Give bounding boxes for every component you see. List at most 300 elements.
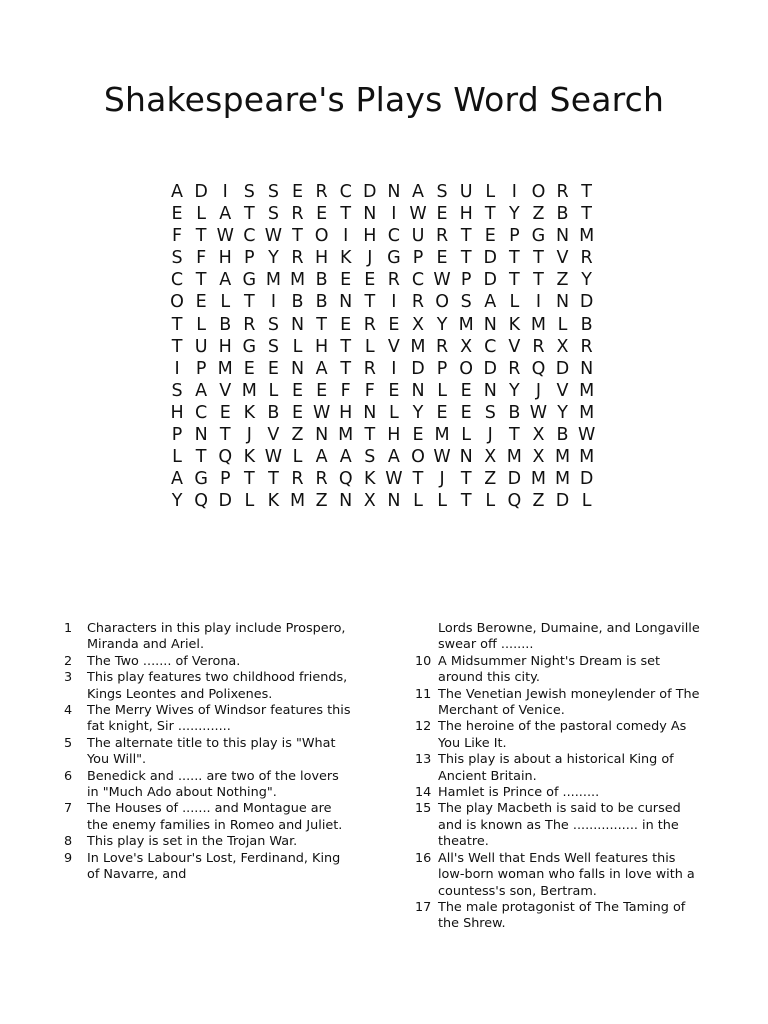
grid-letter: D [579, 469, 594, 490]
grid-letter: Z [484, 469, 497, 490]
grid-letter: P [195, 358, 207, 379]
grid-letter: E [460, 402, 472, 423]
grid-letter: W [264, 226, 283, 247]
grid-letter: L [557, 314, 568, 335]
grid-letter: T [533, 248, 544, 269]
grid-letter: Z [315, 491, 328, 512]
grid-letter: R [363, 314, 376, 335]
grid-letter: K [508, 314, 521, 335]
grid-letter: E [436, 204, 448, 225]
grid-letter: V [556, 380, 569, 401]
clue-item [415, 801, 705, 850]
grid-letter: A [484, 292, 497, 313]
grid-letter: S [267, 336, 279, 357]
grid-letter: T [171, 336, 183, 357]
grid-letter: T [340, 336, 352, 357]
grid-letter: R [363, 358, 376, 379]
grid-letter: A [195, 380, 208, 401]
grid-letter: F [340, 380, 351, 401]
grid-letter: O [435, 292, 449, 313]
clue-text: Characters in this play include Prospero, Miranda and Ariel. [87, 621, 346, 653]
clue-number: 5 [64, 735, 73, 751]
grid-letter: K [267, 491, 280, 512]
clue-text: This play is set in the Trojan War. [87, 834, 298, 850]
grid-letter: K [243, 402, 256, 423]
grid-letter: R [508, 358, 521, 379]
grid-letter: R [315, 182, 328, 202]
grid-letter: H [218, 248, 232, 269]
grid-letter: O [314, 226, 329, 247]
clue-text: The Two ....... of Verona. [87, 653, 241, 669]
grid-letter: T [364, 292, 376, 313]
grid-letter: P [244, 248, 255, 269]
grid-letter: U [459, 182, 473, 202]
grid-letter: I [511, 182, 517, 202]
grid-letter: B [556, 204, 569, 225]
clue-item [415, 785, 705, 801]
grid-letter: N [459, 447, 473, 468]
grid-letter: Z [532, 204, 545, 225]
grid-letter: A [339, 447, 352, 468]
grid-letter: A [219, 204, 232, 225]
grid-letter: F [364, 380, 375, 401]
grid-letter: C [339, 182, 352, 202]
grid-letter: S [364, 447, 376, 468]
grid-letter: Y [412, 402, 424, 423]
grid-letter: P [509, 226, 520, 247]
grid-letter: V [508, 336, 521, 357]
grid-letter: E [316, 204, 328, 225]
grid-letter: A [387, 447, 400, 468]
clue-text: This play features two childhood friends, Kings Leontes and Polixenes. [87, 670, 348, 702]
grid-letter: T [412, 469, 424, 490]
grid-letter: L [172, 447, 182, 468]
grid-letter: O [170, 292, 184, 313]
grid-letter: E [291, 182, 304, 202]
grid-letter: D [218, 491, 232, 512]
grid-letter: H [218, 336, 232, 357]
grid-letter: E [388, 380, 400, 401]
grid-letter: D [483, 358, 497, 379]
grid-letter: M [579, 380, 595, 401]
grid-letter: T [509, 425, 520, 446]
clue-item [64, 670, 354, 703]
grid-letter: R [315, 469, 328, 490]
grid-letter: A [411, 182, 424, 202]
grid-letter: W [577, 425, 596, 446]
grid-letter: D [507, 469, 522, 490]
grid-letter: R [243, 314, 256, 335]
clue-number: 9 [64, 850, 73, 866]
grid-letter: M [579, 226, 595, 247]
grid-letter: L [437, 491, 447, 512]
grid-letter: T [581, 204, 592, 225]
grid-letter: P [171, 425, 183, 446]
grid-letter: B [267, 402, 280, 423]
grid-letter: M [434, 425, 450, 446]
clue-item [64, 736, 354, 769]
grid-letter: I [391, 204, 397, 225]
clue-text: The heroine of the pastoral comedy As You Like It. [438, 719, 687, 751]
grid-letter: M [530, 469, 546, 490]
grid-letter: G [194, 469, 208, 490]
grid-letter: J [487, 425, 493, 446]
grid-letter: H [459, 204, 473, 225]
grid-letter: E [195, 292, 207, 313]
grid-letter: O [411, 447, 425, 468]
clue-number: 4 [64, 703, 73, 719]
grid-letter: H [315, 336, 329, 357]
grid-letter: L [437, 380, 447, 401]
clue-number: 10 [415, 653, 432, 669]
grid-letter: B [315, 292, 328, 313]
grid-letter: V [219, 380, 232, 401]
grid-letter: M [554, 447, 571, 468]
grid-letter: S [171, 380, 183, 401]
grid-letter: R [291, 248, 304, 269]
clue-number: 1 [64, 621, 73, 636]
grid-letter: T [268, 469, 279, 490]
grid-letter: H [387, 425, 401, 446]
grid-letter: N [483, 314, 497, 335]
clue-text: This play is about a historical King of Ancient Britain. [438, 752, 674, 784]
grid-letter: A [315, 358, 328, 379]
grid-letter: C [195, 402, 208, 423]
grid-letter: Z [291, 425, 304, 446]
grid-letter: M [506, 447, 522, 468]
grid-letter: T [509, 270, 520, 291]
grid-letter: H [315, 248, 329, 269]
grid-letter: N [339, 491, 353, 512]
grid-letter: N [387, 182, 401, 202]
grid-letter: X [532, 425, 545, 446]
grid-letter: M [265, 270, 281, 291]
grid-letter: A [171, 182, 184, 202]
grid-letter: L [364, 336, 375, 357]
grid-letter: C [387, 226, 400, 247]
grid-letter: E [291, 402, 304, 423]
grid-letter: T [460, 469, 472, 490]
clue-item [64, 769, 354, 802]
grid-letter: Q [218, 447, 233, 468]
grid-letter: E [484, 226, 496, 247]
clue-text: The Merry Wives of Windsor features this fat knight, Sir ............. [87, 703, 351, 735]
grid-letter: X [411, 314, 424, 335]
grid-letter: I [222, 182, 228, 202]
grid-letter: R [411, 292, 425, 313]
grid-letter: W [433, 447, 451, 468]
clue-item [415, 900, 705, 933]
grid-letter: W [409, 204, 427, 225]
grid-letter: L [292, 336, 303, 357]
grid-letter: E [388, 314, 400, 335]
grid-letter: T [243, 204, 255, 225]
grid-letter: Q [507, 491, 522, 512]
grid-letter: T [533, 270, 544, 291]
grid-letter: B [556, 425, 569, 446]
clue-text: The male protagonist of The Taming of the Shrew. [438, 899, 686, 932]
clue-item [415, 621, 705, 654]
grid-letter: G [242, 336, 257, 357]
grid-letter: A [315, 447, 328, 468]
clue-item [64, 834, 354, 850]
grid-letter: T [195, 447, 207, 468]
grid-letter: L [413, 491, 423, 512]
grid-letter: N [339, 292, 353, 313]
grid-letter: L [485, 182, 496, 202]
clue-item [415, 851, 705, 900]
grid-letter: T [292, 226, 303, 247]
grid-letter: L [509, 292, 520, 313]
grid-letter: T [460, 491, 472, 512]
grid-letter: B [219, 314, 232, 335]
clue-item [64, 851, 354, 884]
grid-letter: T [460, 226, 472, 247]
grid-letter: I [343, 226, 349, 247]
grid-letter: J [439, 469, 445, 490]
grid-letter: N [387, 491, 401, 512]
grid-letter: I [391, 292, 397, 313]
grid-letter: E [412, 425, 424, 446]
grid-letter: N [556, 226, 570, 247]
grid-letter: X [363, 491, 376, 512]
grid-letter: U [194, 336, 208, 357]
grid-letter: N [580, 358, 594, 379]
clue-list-left [64, 621, 354, 884]
grid-letter: T [460, 248, 472, 269]
grid-letter: E [340, 270, 352, 291]
grid-letter: N [363, 402, 377, 423]
grid-letter: C [243, 226, 256, 247]
grid-letter: A [171, 469, 184, 490]
grid-letter: Y [509, 380, 520, 401]
page-title: Shakespeare's Plays Word Search [103, 80, 665, 119]
grid-letter: M [410, 336, 426, 357]
clue-text: Benedick and ...... are two of the lovers in "Much Ado about Nothing". [87, 768, 339, 801]
grid-letter: L [196, 204, 207, 225]
grid-letter: L [389, 402, 399, 423]
grid-letter: S [267, 182, 279, 202]
clue-number: 8 [64, 834, 73, 850]
grid-letter: N [290, 358, 305, 379]
grid-letter: H [363, 226, 377, 247]
grid-letter: T [171, 314, 183, 335]
grid-letter: Y [557, 402, 568, 423]
grid-letter: E [436, 402, 448, 423]
grid-letter: I [391, 358, 397, 379]
grid-letter: L [581, 491, 592, 512]
grid-letter: M [289, 491, 306, 512]
grid-letter: S [436, 182, 448, 202]
grid-letter: M [530, 314, 546, 335]
grid-letter: S [484, 402, 496, 423]
grid-letter: W [216, 226, 234, 247]
grid-letter: R [580, 336, 593, 357]
clue-number: 2 [64, 653, 73, 669]
grid-letter: H [339, 402, 353, 423]
clue-number: 6 [64, 768, 73, 784]
grid-letter: A [219, 270, 232, 291]
grid-letter: I [535, 292, 542, 313]
clue-item [415, 752, 705, 785]
grid-letter: E [340, 314, 352, 335]
grid-letter: P [219, 469, 231, 490]
grid-letter: X [484, 447, 497, 468]
grid-letter: T [219, 425, 231, 446]
grid-letter: L [244, 491, 255, 512]
grid-letter: T [484, 204, 496, 225]
grid-letter: W [529, 402, 548, 423]
grid-letter: X [556, 336, 569, 357]
grid-letter: S [267, 314, 279, 335]
grid-letter: M [289, 270, 306, 291]
grid-letter: J [246, 425, 252, 446]
clue-list-right [415, 621, 705, 933]
grid-letter: K [243, 447, 256, 468]
grid-letter: W [312, 402, 331, 423]
grid-letter: D [363, 182, 377, 202]
grid-letter: C [411, 270, 425, 291]
grid-letter: P [412, 248, 424, 269]
grid-letter: K [339, 248, 352, 269]
grid-letter: G [242, 270, 257, 291]
grid-letter: F [196, 248, 207, 269]
grid-letter: B [580, 314, 593, 335]
grid-letter: O [459, 358, 474, 379]
grid-letter: I [270, 292, 276, 313]
grid-letter: E [291, 380, 304, 401]
grid-letter: V [267, 425, 280, 446]
grid-letter: E [364, 270, 376, 291]
grid-letter: Z [532, 491, 545, 512]
grid-letter: P [436, 358, 448, 379]
clue-number: 16 [415, 850, 432, 866]
grid-letter: T [509, 248, 520, 269]
grid-letter: R [580, 248, 593, 269]
grid-letter: N [290, 314, 305, 335]
grid-letter: Q [194, 491, 209, 512]
grid-letter: E [243, 358, 255, 379]
grid-letter: L [292, 447, 303, 468]
grid-letter: L [220, 292, 231, 313]
grid-letter: Q [531, 358, 546, 379]
grid-letter: S [460, 292, 472, 313]
grid-letter: O [531, 182, 546, 202]
clue-number: 13 [415, 752, 432, 768]
grid-letter: T [243, 292, 255, 313]
grid-letter: J [367, 248, 373, 269]
grid-letter: E [219, 402, 231, 423]
grid-letter: C [484, 336, 497, 357]
grid-letter: D [194, 182, 208, 202]
letter-grid [165, 181, 599, 512]
grid-letter: K [364, 469, 376, 490]
grid-letter: N [411, 380, 425, 401]
grid-letter: H [170, 402, 184, 423]
grid-letter: R [556, 182, 569, 202]
grid-letter: T [316, 314, 327, 335]
clue-number: 3 [64, 670, 73, 686]
clue-number: 17 [415, 899, 432, 915]
grid-letter: Y [268, 248, 279, 269]
clue-text: Lords Berowne, Dumaine, and Longaville swear off ........ [438, 621, 700, 653]
clue-item [415, 687, 705, 720]
clue-text: In Love's Labour's Lost, Ferdinand, King of Navarre, and [87, 850, 341, 883]
grid-letter: W [264, 447, 283, 468]
clue-text: The play Macbeth is said to be cursed and is known as The ................ in the theatre. [438, 801, 681, 850]
grid-letter: M [241, 380, 257, 401]
grid-letter: M [554, 469, 571, 490]
grid-letter: E [316, 380, 328, 401]
grid-letter: N [363, 204, 377, 225]
grid-letter: T [243, 469, 255, 490]
grid-letter: R [435, 226, 449, 247]
clue-item [64, 654, 354, 670]
grid-letter: Y [509, 204, 520, 225]
clue-number: 7 [64, 801, 73, 817]
grid-letter: B [508, 402, 521, 423]
clue-text: All's Well that Ends Well features this low-born woman who falls in love with a countess's son, Bertram. [438, 850, 695, 899]
clue-item [415, 654, 705, 687]
grid-letter: M [579, 402, 595, 423]
grid-letter: I [174, 358, 180, 379]
grid-letter: Y [436, 314, 448, 335]
grid-letter: L [461, 425, 472, 446]
grid-letter: B [315, 270, 328, 291]
grid-letter: G [387, 248, 401, 269]
grid-letter: L [485, 491, 496, 512]
grid-letter: T [195, 226, 207, 247]
grid-letter: T [195, 270, 207, 291]
grid-letter: B [291, 292, 304, 313]
grid-letter: M [217, 358, 233, 379]
grid-letter: G [531, 226, 546, 247]
grid-letter: F [172, 226, 183, 247]
grid-letter: E [436, 248, 448, 269]
grid-letter: S [267, 204, 279, 225]
grid-letter: V [556, 248, 569, 269]
grid-letter: N [483, 380, 497, 401]
clue-item [64, 801, 354, 834]
grid-letter: X [532, 447, 545, 468]
grid-letter: N [315, 425, 329, 446]
grid-letter: C [170, 270, 184, 291]
grid-letter: Q [338, 469, 353, 490]
grid-letter: J [535, 380, 542, 401]
grid-letter: R [291, 204, 304, 225]
grid-letter: D [411, 358, 425, 379]
grid-letter: U [411, 226, 425, 247]
clue-number: 15 [415, 801, 432, 817]
clue-number: 14 [415, 785, 432, 801]
clue-item [64, 621, 354, 654]
grid-letter: R [532, 336, 545, 357]
grid-letter: S [171, 248, 183, 269]
grid-letter: W [385, 469, 403, 490]
grid-letter: L [268, 380, 279, 401]
grid-letter: S [243, 182, 255, 202]
grid-letter: T [340, 204, 352, 225]
grid-letter: T [364, 425, 376, 446]
grid-letter: R [435, 336, 449, 357]
grid-letter: P [460, 270, 472, 291]
clue-text: The Houses of ....... and Montague are the enemy families in Romeo and Juliet. [87, 801, 343, 833]
grid-letter: D [555, 358, 570, 379]
grid-letter: Y [581, 270, 592, 291]
grid-letter: Y [171, 491, 183, 512]
grid-letter: E [267, 358, 279, 379]
clue-number: 12 [415, 719, 432, 735]
